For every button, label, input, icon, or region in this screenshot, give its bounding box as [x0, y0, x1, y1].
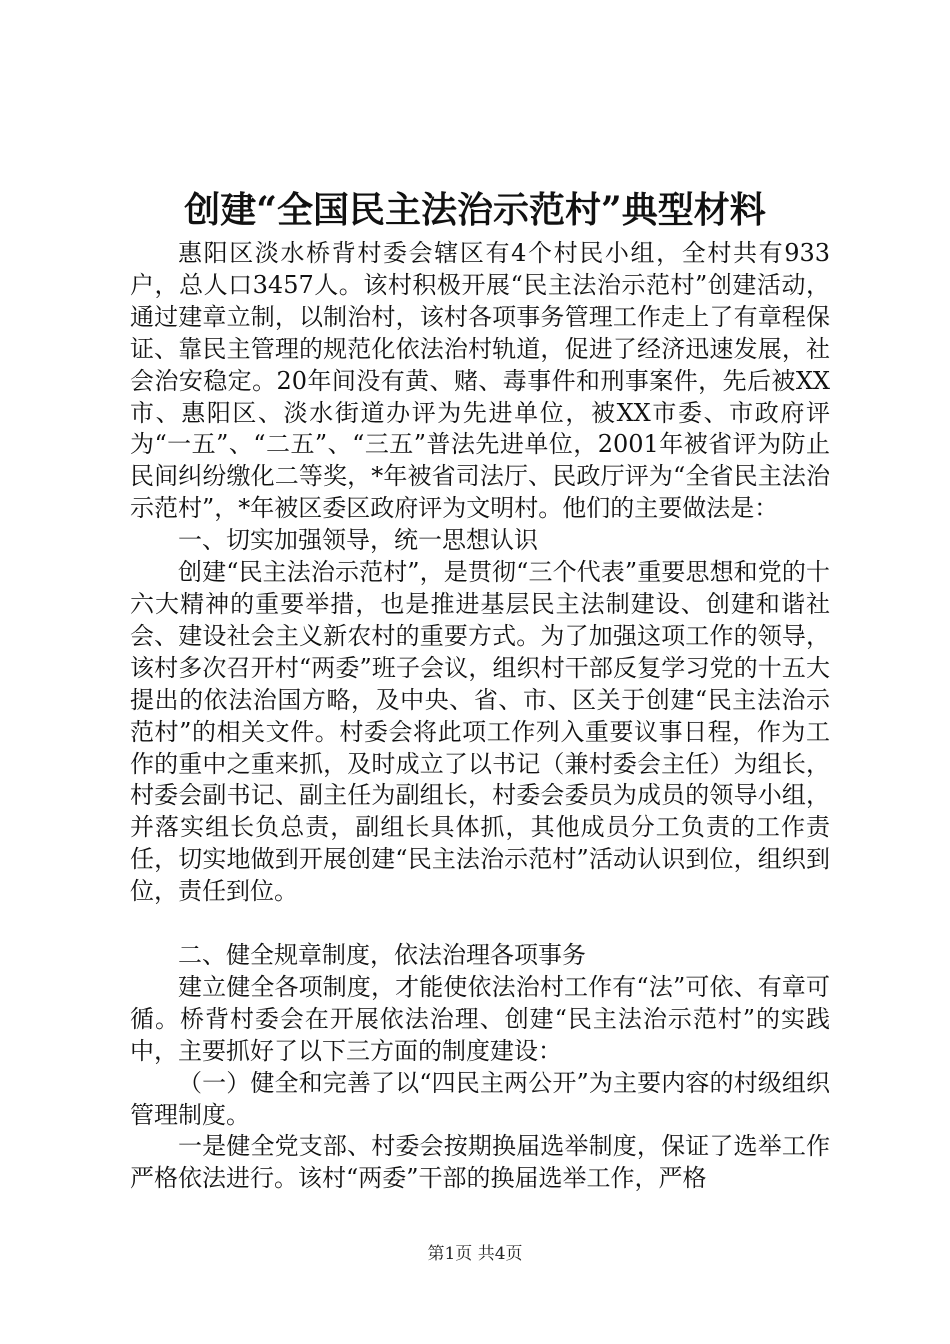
section-2-paragraph: 建立健全各项制度，才能使依法治村工作有“法”可依、有章可循。桥背村委会在开展依法治理、创建“民主法治示范村”的实践中，主要抓好了以下三方面的制度建设：: [130, 972, 830, 1065]
document-body: [130, 238, 830, 1195]
page-number-footer: 第1页 共4页: [427, 1244, 523, 1264]
section-1-heading: 一、切实加强领导，统一思想认识: [178, 526, 538, 555]
document-title: 创建“全国民主法治示范村”典型材料: [184, 189, 766, 231]
subsection-1-heading: （一）健全和完善了以“四民主两公开”为主要内容的村级组织管理制度。: [130, 1068, 830, 1129]
section-2-heading: 二、健全规章制度，依法治理各项事务: [178, 941, 586, 970]
paragraph-spacer: [130, 908, 830, 940]
intro-paragraph: 惠阳区淡水桥背村委会辖区有4个村民小组，全村共有933户，总人口3457人。该村积极开展“民主法治示范村”创建活动，通过建章立制，以制治村，该村各项事务管理工作走上了有章程保证、靠民主管理的规范化依法治村轨道，促进了经济迅速发展，社会治安稳定。20年间没有黄、赌、毒事件和刑事案件，先后被XX市、惠阳区、淡水街道办评为先进单位，被XX市委、市政府评为“一五”、“二五”、“三五”普法先进单位，2001年被省评为防止民间纠纷缴化二等奖，*年被省司法厅、民政厅评为“全省民主法治示范村”，*年被区委区政府评为文明村。他们的主要做法是：: [130, 239, 830, 523]
section-1-paragraph: 创建“民主法治示范村”，是贯彻“三个代表”重要思想和党的十六大精神的重要举措，也是推进基层民主法制建设、创建和谐社会、建设社会主义新农村的重要方式。为了加强这项工作的领导，该村多次召开村“两委”班子会议，组织村干部反复学习党的十五大提出的依法治国方略，及中央、省、市、区关于创建“民主法治示范村”的相关文件。村委会将此项工作列入重要议事日程，作为工作的重中之重来抓，及时成立了以书记（兼村委会主任）为组长，村委会副书记、副主任为副组长，村委会委员为成员的领导小组，并落实组长负总责，副组长具体抓，其他成员分工负责的工作责任，切实地做到开展创建“民主法治示范村”活动认识到位，组织到位，责任到位。: [130, 558, 830, 906]
item-1-paragraph: 一是健全党支部、村委会按期换届选举制度，保证了选举工作严格依法进行。该村“两委”干部的换届选举工作，严格: [130, 1132, 830, 1193]
